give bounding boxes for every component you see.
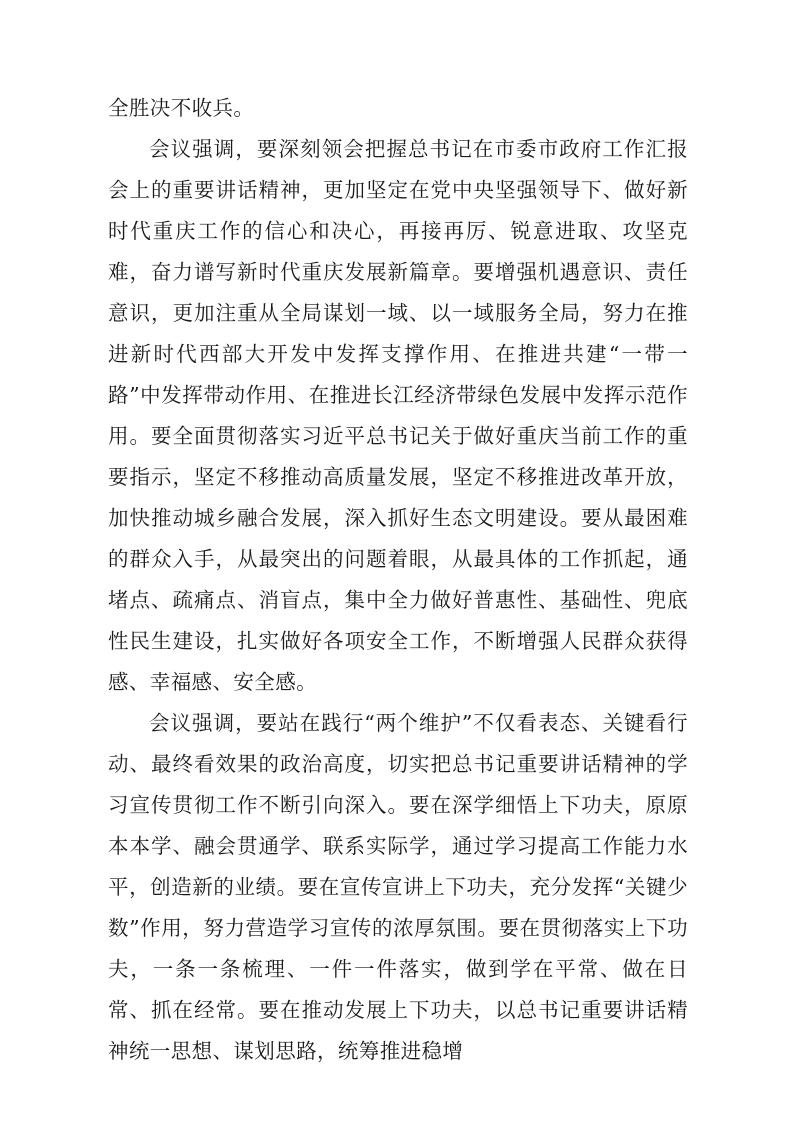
document-text-body bbox=[108, 88, 688, 1072]
paragraph: 全胜决不收兵。 bbox=[108, 96, 255, 120]
paragraph: 会议强调，要深刻领会把握总书记在市委市政府工作汇报会上的重要讲话精神，更加坚定在党中央坚强领导下、做好新时代重庆工作的信心和决心，再接再厉、锐意进取、攻坚克难，奋力谱写新时代重庆发展新篇章。要增强机遇意识、责任意识，更加注重从全局谋划一域、以一域服务全局，努力在推进新时代西部大开发中发挥支撑作用、在推进共建“一带一路”中发挥带动作用、在推进长江经济带绿色发展中发挥示范作用。要全面贯彻落实习近平总书记关于做好重庆当前工作的重要指示，坚定不移推动高质量发展，坚定不移推进改革开放，加快推动城乡融合发展，深入抓好生态文明建设。要从最困难的群众入手，从最突出的问题着眼，从最具体的工作抓起，通堵点、疏痛点、消盲点，集中全力做好普惠性、基础性、兜底性民生建设，扎实做好各项安全工作，不断增强人民群众获得感、幸福感、安全感。 bbox=[108, 137, 688, 694]
paragraph: 会议强调，要站在践行“两个维护”不仅看表态、关键看行动、最终看效果的政治高度，切实把总书记重要讲话精神的学习宣传贯彻工作不断引向深入。要在深学细悟上下功夫，原原本本学、融会贯通学、联系实际学，通过学习提高工作能力水平，创造新的业绩。要在宣传宣讲上下功夫，充分发挥“关键少数”作用，努力营造学习宣传的浓厚氛围。要在贯彻落实上下功夫，一条一条梳理、一件一件落实，做到学在平常、做在日常、抓在经常。要在推动发展上下功夫，以总书记重要讲话精神统一思想、谋划思路，统筹推进稳增 bbox=[108, 711, 688, 1063]
